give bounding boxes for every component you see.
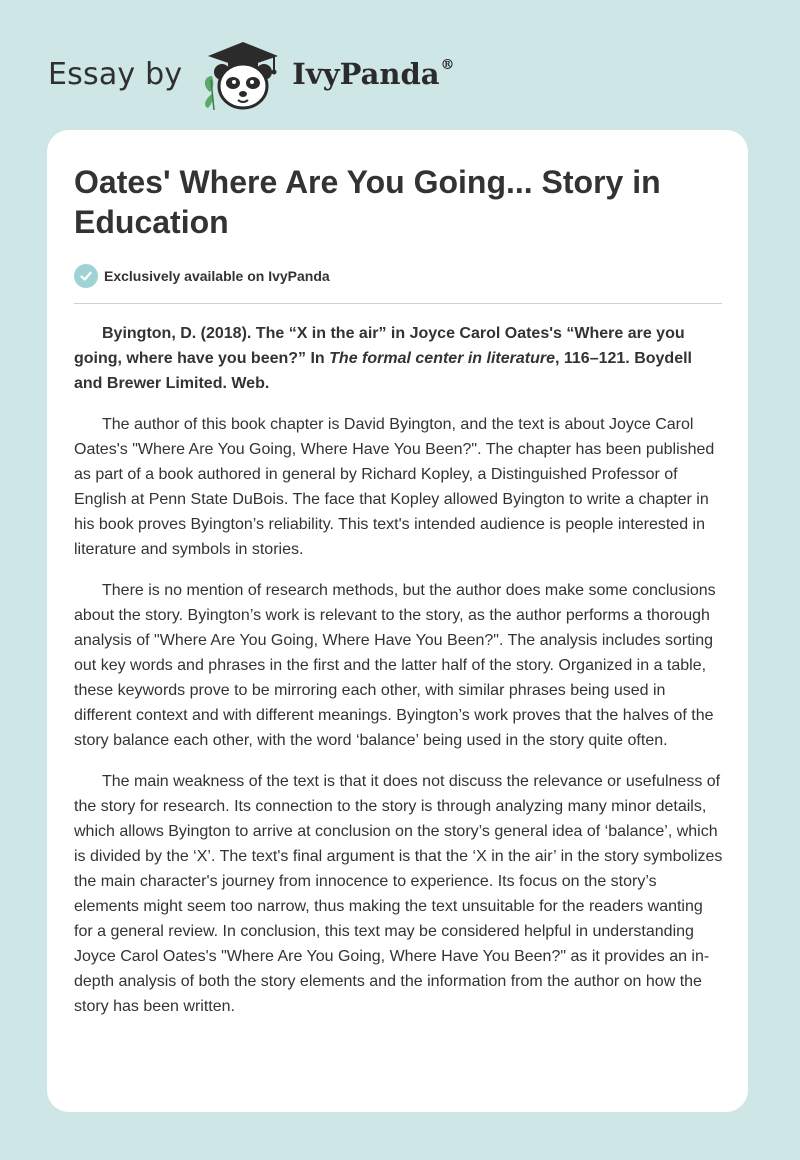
registered-mark: ® [440, 57, 455, 74]
paragraph-2: There is no mention of research methods, but the author does make some conclusions about the story. Byington’s work is relevant to the story, as the author performs a thorough analysis of "Where Are You Going, Where Have You Been?". The analysis includes sorting out key words and phrases in the first and the latter half of the story. Organized in a table, these keywords prove to be mirroring each other, with similar phrases being used in different context and with different meanings. Byington’s work proves that the halves of the story balance each other, with the word ‘balance’ being used in the story quite often. [74, 582, 716, 749]
panda-graduate-icon[interactable] [198, 36, 288, 112]
citation-part1: Byington, D. (2018). The “X in the air” in Joyce Carol Oates's “Where are you going, where have you been?” In [74, 325, 685, 367]
paragraph-1: The author of this book chapter is David Byington, and the text is about Joyce Carol Oates's "Where Are You Going, Where Have You Been?". The chapter has been published as part of a book authored in general by Richard Kopley, a Distinguished Professor of English at Penn State DuBois. The face that Kopley allowed Byington to write a chapter in his book proves Byington’s reliability. This text's intended audience is people interested in literature and symbols in stories. [74, 416, 715, 558]
exclusive-badge [74, 264, 330, 288]
essay-body [74, 321, 724, 1035]
citation [74, 321, 724, 396]
brand-text: IvyPanda [292, 57, 440, 91]
essay-by-label: Essay by [48, 56, 183, 92]
paragraph-3: The main weakness of the text is that it does not discuss the relevance or usefulness of the story for research. Its connection to the story is through analyzing many minor details, which allows Byington to arrive at conclusion on the story’s general idea of ‘balance’, which is divided by the ‘X’. The text's final argument is that the ‘X in the air’ in the story symbolizes the main character's journey from innocence to experience. Its focus on the story’s elements might seem too narrow, thus making the text unsuitable for the readers wanting for a general review. In conclusion, this text may be considered helpful in understanding Joyce Carol Oates's "Where Are You Going, Where Have You Been?" as it provides an in-depth analysis of both the story elements and the information from the author on how the story has been written. [74, 773, 723, 1015]
page-title: Oates' Where Are You Going... Story in Education [74, 164, 661, 240]
check-circle-icon [74, 264, 98, 288]
citation-book-title: The formal center in literature [329, 350, 555, 367]
citation-part2: , 116–121. Boydell and Brewer Limited. Web. [74, 350, 692, 392]
brand-name[interactable] [292, 57, 454, 91]
divider [74, 303, 722, 304]
essay-card [47, 130, 748, 1112]
site-header [48, 34, 455, 114]
exclusive-label: Exclusively available on IvyPanda [104, 268, 330, 284]
